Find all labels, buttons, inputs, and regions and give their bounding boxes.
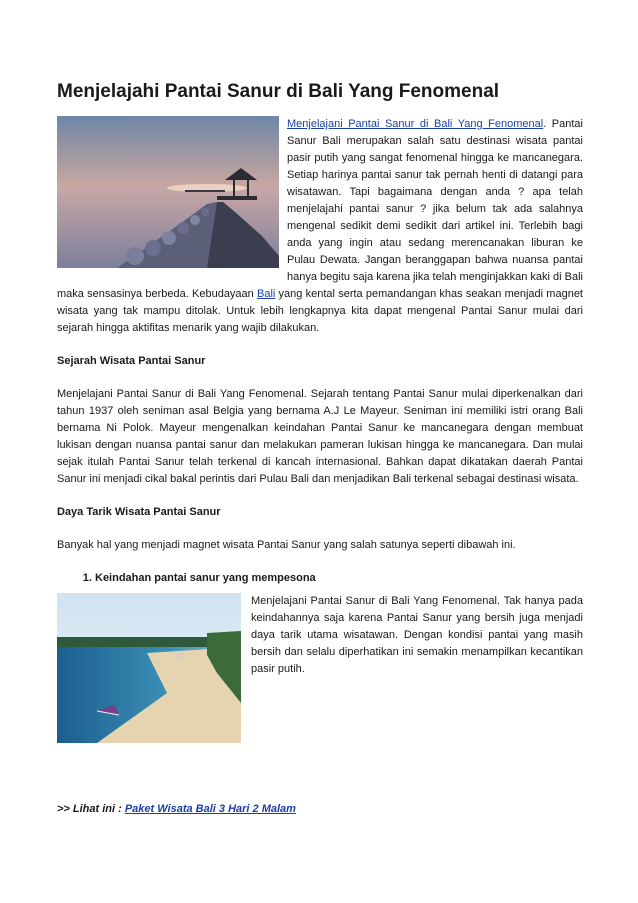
intro-text-2: yang kental serta pemandangan khas seakan menjadi magnet wisata yang tak mampu ditolak. Untuk lebih lengkapnya kita dapat mengenal Pantai Sanur mulai dari sejarah hingga aktifitas menarik yang wajib dilakukan. xyxy=(57,288,583,334)
section-heading-sejarah: Sejarah Wisata Pantai Sanur xyxy=(57,355,206,367)
intro-title-link[interactable]: Menjelajani Pantai Sanur di Bali Yang Fenomenal xyxy=(287,118,544,130)
daya-tarik-paragraph: Banyak hal yang menjadi magnet wisata Pantai Sanur yang salah satunya seperti dibawah ini. xyxy=(57,539,516,551)
intro-text-1: . Pantai Sanur Bali merupakan salah satu destinasi wisata pantai pasir putih yang sangat fenomenal hingga ke mancanegara. Setiap harinya pantai sanur tak pernah henti di datangi para wisatawan. Tapi bagaimana dengan anda ? apa telah menjelajahi pantai sanur ? jika belum tak ada salahnya mengenal sedikit demi sedikit dari artikel ini. Terlebih bagi anda yang ingin atau sedang merencanakan liburan ke Pulau Dewata. Jangan beranggapan bahwa nuansa pantai hanya begitu saja karena jika telah menginjakkan kaki di Bali maka sensasinya berbeda. Kebudayaan xyxy=(57,118,583,300)
sejarah-paragraph: Menjelajani Pantai Sanur di Bali Yang Fenomenal. Sejarah tentang Pantai Sanur mulai diperkenalkan dari tahun 1937 oleh seniman asal Belgia yang bernama A.J Le Mayeur. Seniman ini memiliki istri orang Bali bernama Ni Polok. Mayeur mengenalkan keindahan Pantai Sanur ke mancanegara dengan membuat lukisan dengan nuansa pantai sanur dan melakukan pameran lukisan hingga ke mancanegara. Dan mulai sejak itulah Pantai Sanur telah terkenal di kancah internasional. Bahkan dapat dikatakan daerah Pantai Sanur ini menjadi cikal bakal perintis dari Pulau Bali dan menjadikan Bali terkenal sebagai destinasi wisata. xyxy=(57,388,583,485)
list-item: 1. Keindahan pantai sanur yang mempesona xyxy=(95,570,583,587)
intro-paragraph xyxy=(57,116,583,337)
see-also xyxy=(57,803,583,815)
beach-photo xyxy=(57,593,241,743)
see-also-prefix: >> Lihat ini : xyxy=(57,803,125,815)
bali-link[interactable]: Bali xyxy=(257,288,276,300)
paket-wisata-link[interactable]: Paket Wisata Bali 3 Hari 2 Malam xyxy=(124,803,296,815)
section-heading-daya-tarik: Daya Tarik Wisata Pantai Sanur xyxy=(57,506,221,518)
sunset-pier-photo xyxy=(57,116,279,268)
keindahan-paragraph: Menjelajani Pantai Sanur di Bali Yang Fenomenal. Tak hanya pada keindahannya saja karena Pantai Sanur yang bersih juga menjadi daya tarik utama wisatawan. Dengan kondisi pantai yang masih bersih dan selalu diperhatikan ini semakin menampilkan kecantikan pasir putih. xyxy=(251,595,583,675)
article xyxy=(57,80,583,815)
attractions-list xyxy=(57,570,583,587)
page-title: Menjelajahi Pantai Sanur di Bali Yang Fenomenal xyxy=(57,81,500,102)
